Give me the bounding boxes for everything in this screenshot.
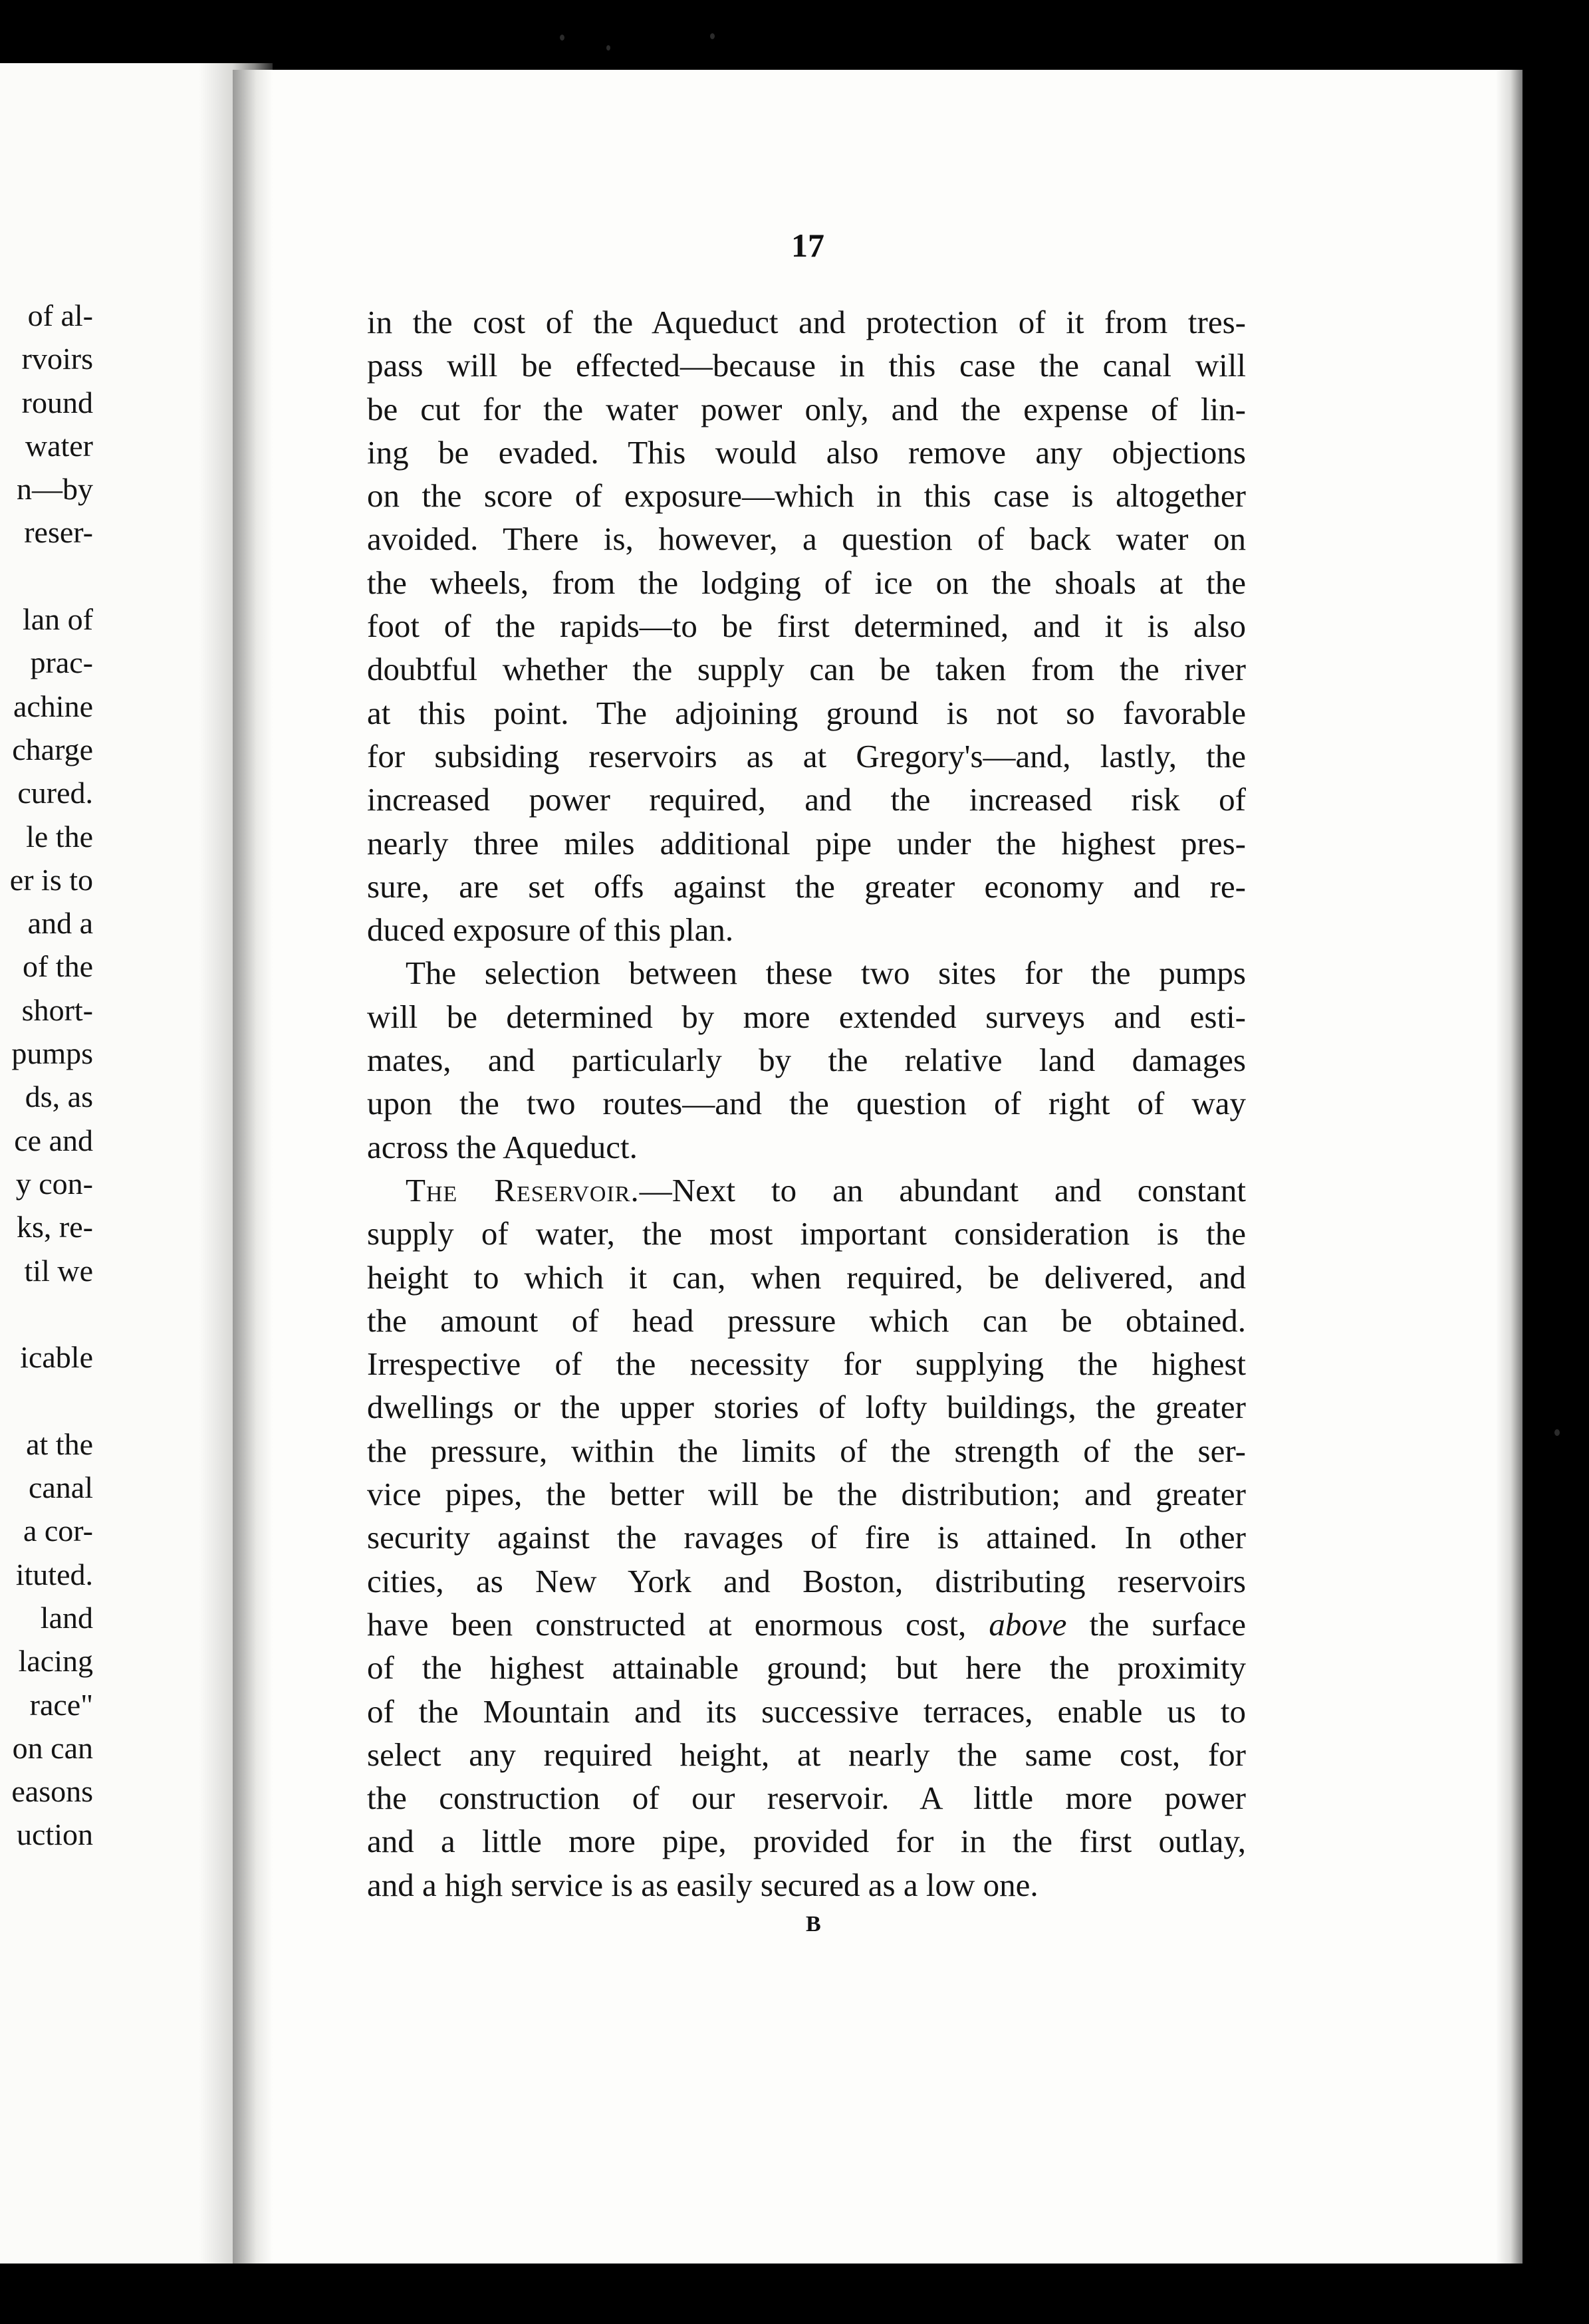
text-line: supply of water, the most important consideration is the <box>367 1215 1246 1252</box>
text-line: height to which it can, when required, be delivered, and <box>367 1258 1246 1296</box>
left-page-fragment <box>0 554 93 598</box>
text-line: the pressure, within the limits of the strength of the ser- <box>367 1432 1246 1469</box>
text-line: of the Mountain and its successive terraces, enable us to <box>367 1692 1246 1730</box>
left-page-fragment: til we <box>24 1253 93 1288</box>
left-page-fragment: land <box>40 1600 93 1635</box>
left-page-fragment: y con- <box>15 1166 93 1201</box>
text-line: pass will be effected—because in this case the canal will <box>367 347 1246 384</box>
text-line: Irrespective of the necessity for supplying the highest <box>367 1345 1246 1383</box>
left-page-fragment: lacing <box>18 1644 93 1679</box>
left-page-fragment: n—by <box>17 472 93 507</box>
text-line: dwellings or the upper stories of lofty buildings, the greater <box>367 1389 1246 1426</box>
signature-mark: B <box>806 1912 821 1936</box>
left-page-fragment: ks, re- <box>17 1210 93 1244</box>
left-page-fragment: easons <box>11 1774 93 1809</box>
left-page-fragment: pumps <box>11 1036 93 1071</box>
text-line: at this point. The adjoining ground is not so favorable <box>367 694 1246 731</box>
text-line: the amount of head pressure which can be obtained. <box>367 1302 1246 1339</box>
paragraph-site-selection <box>367 951 1246 1168</box>
text-line: and a high service is as easily secured as a low one. <box>367 1866 1039 1903</box>
text-line: of the highest attainable ground; but here the proximity <box>367 1649 1246 1686</box>
paragraph-aqueduct-cost <box>367 300 1246 951</box>
text-line: be cut for the water power only, and the expense of lin- <box>367 390 1246 427</box>
text-line: The selection between these two sites for the pumps <box>406 955 1246 992</box>
emphasis-word-above: above <box>989 1605 1067 1643</box>
scan-speck <box>560 35 564 41</box>
text-line: ing be evaded. This would also remove any objections <box>367 433 1246 471</box>
reservoir-first-line <box>367 1169 1246 1212</box>
left-page-fragment: achine <box>13 689 93 723</box>
reservoir-first-line-rest: —Next to an abundant and constant <box>639 1171 1246 1209</box>
text-line: vice pipes, the better will be the distribution; and greater <box>367 1476 1246 1513</box>
left-page-fragment: prac- <box>30 645 93 680</box>
left-page-fragment <box>0 1292 93 1336</box>
left-page-fragment: er is to <box>9 862 93 897</box>
reservoir-lines-after <box>367 1646 1246 1907</box>
text-line: sure, are set offs against the greater economy and re- <box>367 868 1246 905</box>
left-page-fragment: uction <box>17 1817 93 1852</box>
left-page-text-fragments <box>0 294 93 1857</box>
left-page-fragment: ce and <box>14 1123 93 1157</box>
left-page-fragment: and a <box>27 906 93 941</box>
section-heading-reservoir: The Reservoir. <box>406 1171 640 1209</box>
left-page-fragment: lan of <box>22 602 93 637</box>
text-line: doubtful whether the supply can be taken from the river <box>367 651 1246 688</box>
emphasis-line-after: the surface <box>1066 1605 1246 1643</box>
text-line: upon the two routes—and the question of right of way <box>367 1085 1246 1122</box>
left-page-fragment <box>0 1379 93 1422</box>
text-line: the construction of our reservoir. A little more power <box>367 1780 1246 1817</box>
text-line: increased power required, and the increased risk of <box>367 781 1246 818</box>
text-line: select any required height, at nearly the same cost, for <box>367 1736 1246 1773</box>
text-line: on the score of exposure—which in this case is altogether <box>367 477 1246 515</box>
left-page-fragment: water <box>25 428 93 463</box>
text-line: security against the ravages of fire is attained. In other <box>367 1519 1246 1556</box>
left-page-fragment: reser- <box>24 515 93 550</box>
left-page-fragment: charge <box>12 732 93 766</box>
scan-speck <box>606 45 610 51</box>
text-line: and a little more pipe, provided for in the first outlay, <box>367 1823 1246 1860</box>
left-page-fragment: cured. <box>17 776 93 810</box>
left-page-fragment: ituted. <box>15 1557 93 1591</box>
left-page-fragment: of al- <box>27 298 93 332</box>
right-page-edge-shadow <box>1496 70 1523 2264</box>
left-page-fragment: round <box>21 385 93 419</box>
text-line: duced exposure of this plan. <box>367 911 734 949</box>
left-page-fragment: le the <box>26 819 93 854</box>
text-line: across the Aqueduct. <box>367 1128 638 1165</box>
reservoir-lines <box>367 1212 1246 1603</box>
left-page-fragment: ds, as <box>25 1080 93 1114</box>
emphasis-line-before: have been constructed at enormous cost, <box>367 1605 989 1643</box>
scan-speck <box>710 33 715 39</box>
text-line: nearly three miles additional pipe under the highest pres- <box>367 824 1246 862</box>
text-line: for subsiding reservoirs as at Gregory's—and, lastly, the <box>367 737 1246 774</box>
left-page-fragment: race" <box>29 1687 93 1722</box>
left-page-fragment: of the <box>22 949 93 984</box>
right-page-gutter-shadow <box>233 70 273 2264</box>
page-number: 17 <box>791 227 824 264</box>
reservoir-emphasis-line <box>367 1603 1246 1646</box>
text-line: foot of the rapids—to be first determined, and it is also <box>367 608 1246 645</box>
left-page-fragment: a cor- <box>23 1514 93 1548</box>
left-page-fragment: at the <box>26 1427 93 1461</box>
text-line: avoided. There is, however, a question of back water on <box>367 521 1246 558</box>
left-page-fragment: icable <box>20 1340 93 1375</box>
paragraph-reservoir <box>367 1169 1246 1907</box>
text-line: will be determined by more extended surveys and esti- <box>367 998 1246 1035</box>
text-line: the wheels, from the lodging of ice on the shoals at the <box>367 564 1246 601</box>
text-line: in the cost of the Aqueduct and protection of it from tres- <box>367 304 1246 340</box>
text-line: mates, and particularly by the relative land damages <box>367 1042 1246 1079</box>
text-line: cities, as New York and Boston, distributing reservoirs <box>367 1562 1246 1599</box>
scan-speck <box>1554 1429 1560 1436</box>
left-page-fragment: canal <box>28 1470 93 1505</box>
left-page-fragment: short- <box>21 992 93 1027</box>
body-text <box>367 300 1246 1907</box>
left-page-fragment: rvoirs <box>21 342 93 376</box>
left-page-fragment: on can <box>12 1730 93 1765</box>
